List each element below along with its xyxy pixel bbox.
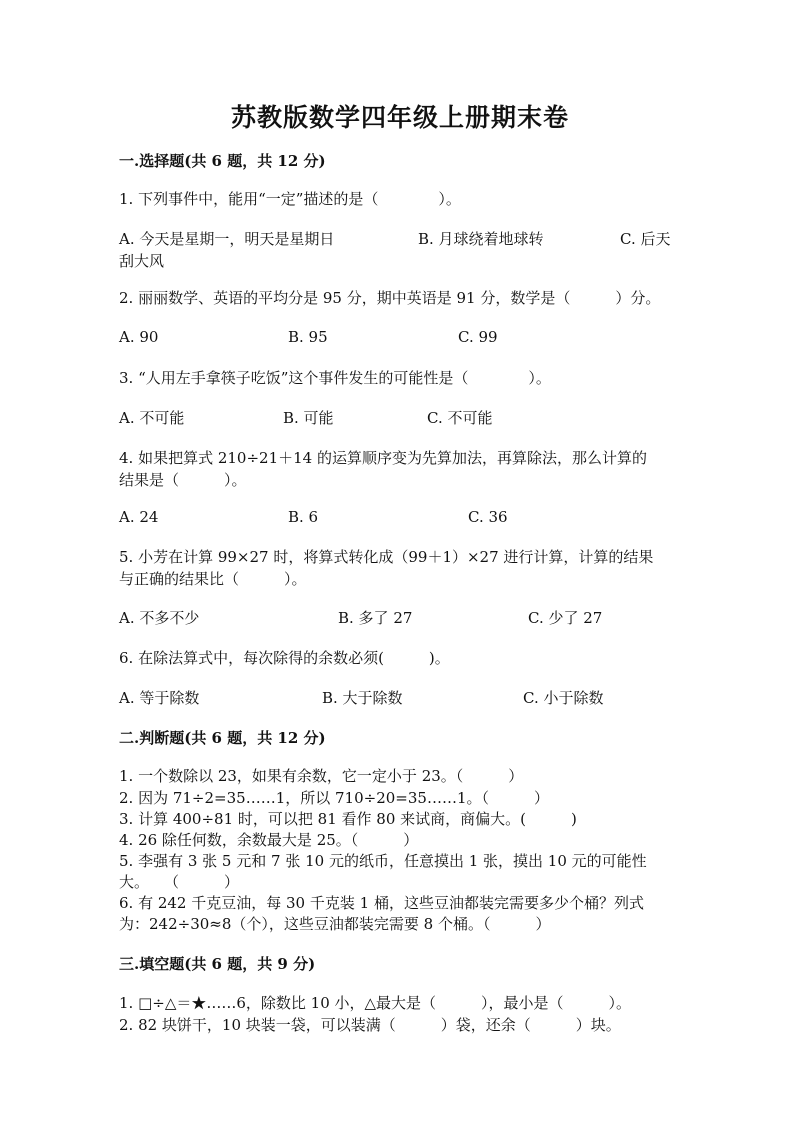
q5-option-a: A. 不多不少 bbox=[119, 609, 200, 627]
judgement-line: 3. 计算 400÷81 时，可以把 81 看作 80 来试商，商偏大。( ) bbox=[119, 810, 577, 828]
question-4 bbox=[119, 447, 689, 491]
q1-option-c: C. 后天 bbox=[620, 230, 671, 248]
q2-option-a: A. 90 bbox=[119, 328, 159, 346]
question-4-line-1: 4. 如果把算式 210÷21＋14 的运算顺序变为先算加法，再算除法，那么计算的 bbox=[119, 449, 647, 467]
judgement-line: 大。 （ ） bbox=[119, 873, 240, 891]
q2-option-c: C. 99 bbox=[458, 328, 498, 346]
q1-option-a: A. 今天是星期一，明天是星期日 bbox=[119, 230, 335, 248]
fill-in-line: 1. □÷△＝★……6，除数比 10 小，△最大是（ ），最小是（ ）。 bbox=[119, 994, 632, 1012]
q3-option-c: C. 不可能 bbox=[427, 409, 493, 427]
judgement-line: 5. 李强有 3 张 5 元和 7 张 10 元的纸币，任意摸出 1 张，摸出 10 元的可能性 bbox=[119, 852, 647, 870]
q4-option-b: B. 6 bbox=[288, 508, 319, 526]
question-1: 1. 下列事件中，能用“一定”描述的是（ ）。 bbox=[119, 190, 461, 208]
exam-title: 苏教版数学四年级上册期末卷 bbox=[230, 103, 569, 132]
judgement-line: 2. 因为 71÷2=35……1，所以 710÷20=35……1。（ ） bbox=[119, 789, 549, 807]
fill-in-line: 2. 82 块饼干，10 块装一袋，可以装满（ ）袋，还余（ ）块。 bbox=[119, 1016, 621, 1034]
q1-option-c-wrap: 刮大风 bbox=[119, 252, 165, 270]
q6-option-c: C. 小于除数 bbox=[523, 689, 604, 707]
q5-option-b: B. 多了 27 bbox=[338, 609, 413, 627]
q5-option-c: C. 少了 27 bbox=[528, 609, 603, 627]
question-5-line-2: 与正确的结果比（ ）。 bbox=[119, 570, 307, 588]
q6-option-a: A. 等于除数 bbox=[119, 689, 200, 707]
q1-option-b: B. 月球绕着地球转 bbox=[418, 230, 544, 248]
question-5 bbox=[119, 546, 689, 590]
judgement-line: 为：242÷30≈8（个），这些豆油都装完需要 8 个桶。（ ） bbox=[119, 915, 551, 933]
judgement-line: 1. 一个数除以 23，如果有余数，它一定小于 23。（ ） bbox=[119, 767, 524, 785]
section-heading-judgement: 二.判断题(共 6 题，共 12 分) bbox=[119, 729, 326, 747]
q3-option-a: A. 不可能 bbox=[119, 409, 185, 427]
question-6: 6. 在除法算式中，每次除得的余数必须( )。 bbox=[119, 649, 450, 667]
section-heading-choice: 一.选择题(共 6 题，共 12 分) bbox=[119, 152, 326, 170]
question-3: 3. “人用左手拿筷子吃饭”这个事件发生的可能性是（ ）。 bbox=[119, 369, 551, 387]
question-2: 2. 丽丽数学、英语的平均分是 95 分，期中英语是 91 分，数学是（ ）分。 bbox=[119, 289, 661, 307]
judgement-line: 6. 有 242 千克豆油，每 30 千克装 1 桶，这些豆油都装完需要多少个桶？列式 bbox=[119, 894, 644, 912]
section-heading-fill-in: 三.填空题(共 6 题，共 9 分) bbox=[119, 955, 316, 973]
q3-option-b: B. 可能 bbox=[283, 409, 334, 427]
judgement-line: 4. 26 除任何数，余数最大是 25。（ ） bbox=[119, 831, 419, 849]
question-5-line-1: 5. 小芳在计算 99×27 时，将算式转化成（99＋1）×27 进行计算，计算的结果 bbox=[119, 548, 654, 566]
q6-option-b: B. 大于除数 bbox=[322, 689, 403, 707]
q2-option-b: B. 95 bbox=[288, 328, 328, 346]
q4-option-a: A. 24 bbox=[119, 508, 159, 526]
question-4-line-2: 结果是（ ）。 bbox=[119, 471, 247, 489]
q4-option-c: C. 36 bbox=[468, 508, 508, 526]
